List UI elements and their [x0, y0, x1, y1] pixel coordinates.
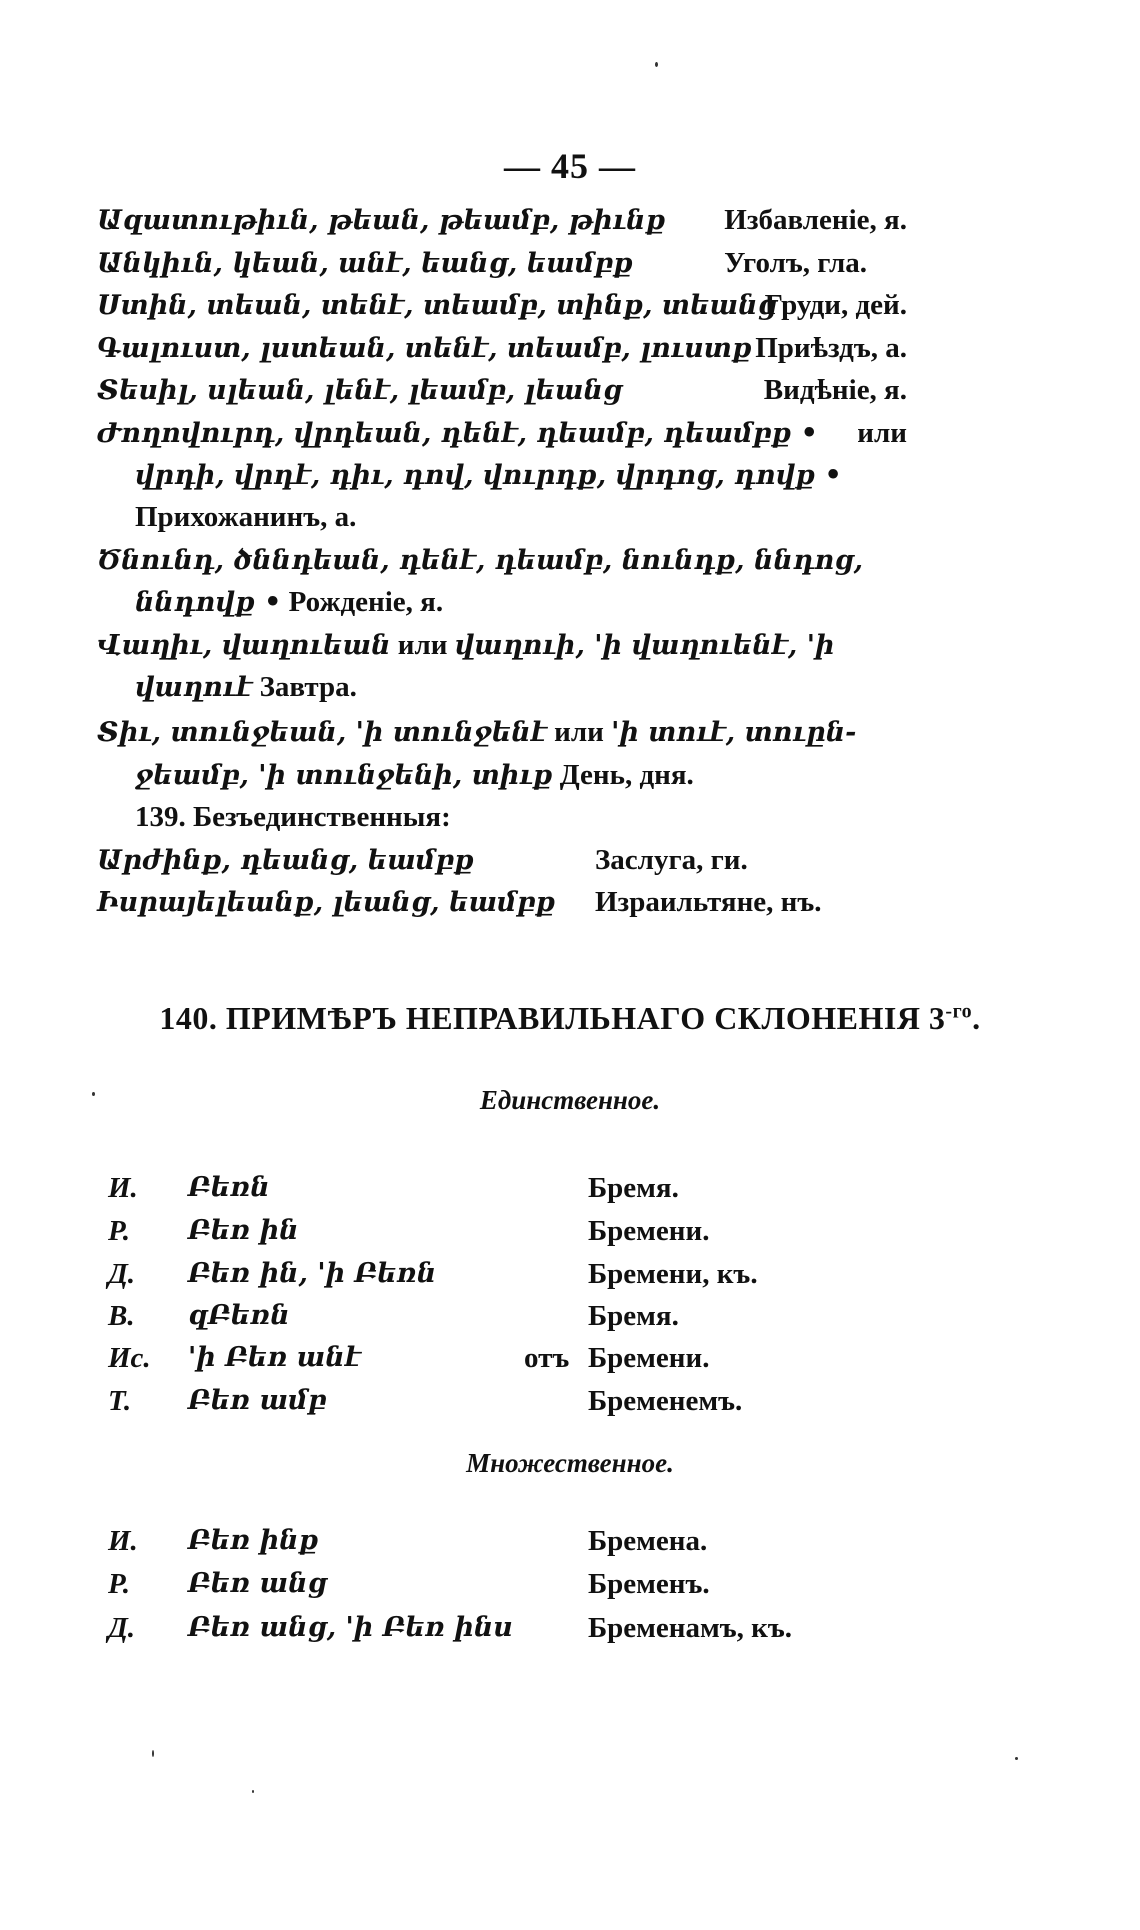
armenian-text: Ստին, տեան, տենէ, տեամբ, տինք, տեանց [97, 290, 777, 321]
declension-row [108, 1342, 868, 1382]
entry-line [97, 328, 907, 369]
russian-text: или [397, 629, 448, 661]
russian-text: Видѣніе, я. [763, 374, 907, 406]
armenian-form: Բեռ ամբ [188, 1385, 327, 1416]
case-label: Т. [108, 1385, 132, 1417]
russian-translation: Бремени. [588, 1342, 710, 1374]
case-label: Д. [108, 1258, 136, 1290]
entry-line [97, 413, 907, 454]
russian-text: Рожденіе, я. [288, 586, 444, 618]
armenian-text: Գալուստ, լստեան, տենէ, տեամբ, լուստք [97, 333, 752, 364]
armenian-form: Բեռ անց, 'ի Բեռ ինս [188, 1612, 513, 1643]
scan-speck [152, 1750, 154, 1757]
declension-row [108, 1568, 868, 1608]
russian-text: Уголъ, гла. [724, 247, 867, 279]
declension-row [108, 1215, 868, 1255]
armenian-text: Անկիւն, կեան, անէ, եանց, եամբք [97, 248, 633, 279]
russian-text: Прихожанинъ, а. [135, 501, 357, 533]
entry-line [97, 243, 867, 284]
russian-translation: Бремя. [588, 1172, 679, 1204]
entry-line [135, 497, 356, 537]
russian-text: Избавленіе, я. [724, 204, 907, 236]
section-note [135, 797, 451, 837]
russian-text: День, дня. [559, 759, 694, 791]
scan-speck [655, 62, 658, 67]
russian-text: Приѣздъ, а. [755, 332, 907, 364]
case-label: Д. [108, 1612, 136, 1644]
russian-translation: Бременъ. [588, 1568, 710, 1600]
russian-text: Израильтяне, нъ. [595, 886, 822, 918]
armenian-form: 'ի Բեռ անէ [188, 1342, 361, 1373]
heading-text: 140. ПРИМѢРЪ НЕПРАВИЛЬНАГО СКЛОНЕНІЯ 3 [159, 1000, 946, 1036]
case-label: Р. [108, 1215, 131, 1247]
case-label: Р. [108, 1568, 131, 1600]
heading-superscript: -го [945, 1000, 973, 1023]
armenian-form: Բեռ ինք [188, 1525, 319, 1556]
armenian-text: Տեսիլ, սլեան, լենէ, լեամբ, լեանց [97, 375, 623, 406]
armenian-form: Բեռ անց [188, 1568, 327, 1599]
singular-title: Единственное. [479, 1085, 661, 1115]
armenian-text: վրդի, վրդէ, դիւ, դով, վուրդք, վրդոց, դովք • [135, 460, 842, 491]
armenian-form: Բեռ ին [188, 1215, 299, 1246]
scan-speck [252, 1790, 254, 1793]
russian-text: или [857, 417, 907, 449]
case-label: И. [108, 1172, 138, 1204]
entry-line [135, 755, 694, 796]
armenian-text: Արժինք, դեանց, եամբք [97, 845, 474, 876]
heading-end: . [972, 1000, 981, 1036]
case-label: В. [108, 1300, 135, 1332]
russian-text: Завтра. [259, 671, 357, 703]
armenian-text: Ծնունդ, ծննդեան, դենէ, դեամբ, նունդք, ննդոց, [97, 545, 864, 576]
page-number: — 45 — [504, 146, 636, 186]
declension-row [108, 1172, 868, 1212]
entry-line [97, 712, 856, 753]
armenian-text: Ազատութիւն, թեան, թեամբ, թիւնք [97, 205, 666, 236]
russian-text: Заслуга, ги. [595, 844, 748, 876]
case-label: И. [108, 1525, 138, 1557]
russian-translation: Бременамъ, къ. [588, 1612, 793, 1644]
russian-translation: Бремени, къ. [588, 1258, 758, 1290]
declension-row [108, 1612, 868, 1652]
scan-speck [1015, 1757, 1018, 1760]
russian-translation: Бремя. [588, 1300, 679, 1332]
entry-line [97, 285, 907, 326]
armenian-text: Վաղիւ, վաղուեան [97, 630, 391, 661]
entry-line [135, 582, 443, 623]
armenian-text: Ժողովուրդ, վրդեան, դենէ, դեամբ, դեամբք • [97, 418, 818, 449]
russian-text: или [554, 716, 604, 748]
entry-line [97, 840, 767, 881]
russian-translation: Бремена. [588, 1525, 708, 1557]
armenian-form: զԲեռն [188, 1300, 290, 1331]
declension-row [108, 1300, 868, 1340]
declension-row [108, 1258, 868, 1298]
russian-translation: Бремени. [588, 1215, 710, 1247]
entry-line [135, 455, 842, 496]
armenian-text: ջեամբ, 'ի տունջենի, տիւք [135, 760, 553, 791]
armenian-text: 'ի տուէ, տուըն- [611, 717, 857, 748]
russian-text: Груди, дей. [764, 289, 907, 321]
entry-line [97, 540, 863, 581]
armenian-text: Տիւ, տունջեան, 'ի տունջենէ [97, 717, 547, 748]
armenian-form: Բեռ ին, 'ի Բեռն [188, 1258, 437, 1289]
armenian-text: ննդովք • [135, 587, 282, 618]
armenian-text: վաղուէ [135, 672, 253, 703]
section-heading [0, 1000, 1140, 1037]
russian-text: 139. Безъединственныя: [135, 801, 451, 833]
case-label: Ис. [108, 1342, 151, 1374]
entry-line [97, 370, 907, 411]
russian-translation: Бременемъ. [588, 1385, 743, 1417]
declension-row [108, 1385, 868, 1425]
armenian-text: Իսրայելեանք, լեանց, եամբք [97, 887, 556, 918]
scan-speck [92, 1092, 95, 1096]
armenian-form: Բեռն [188, 1172, 270, 1203]
entry-line [97, 200, 907, 241]
preposition: отъ [524, 1342, 570, 1374]
entry-line [97, 882, 857, 923]
declension-row [108, 1525, 868, 1565]
entry-line [97, 625, 835, 666]
plural-title: Множественное. [466, 1448, 674, 1478]
armenian-text: վաղուի, 'ի վաղուենէ, 'ի [454, 630, 835, 661]
entry-line [135, 667, 357, 708]
